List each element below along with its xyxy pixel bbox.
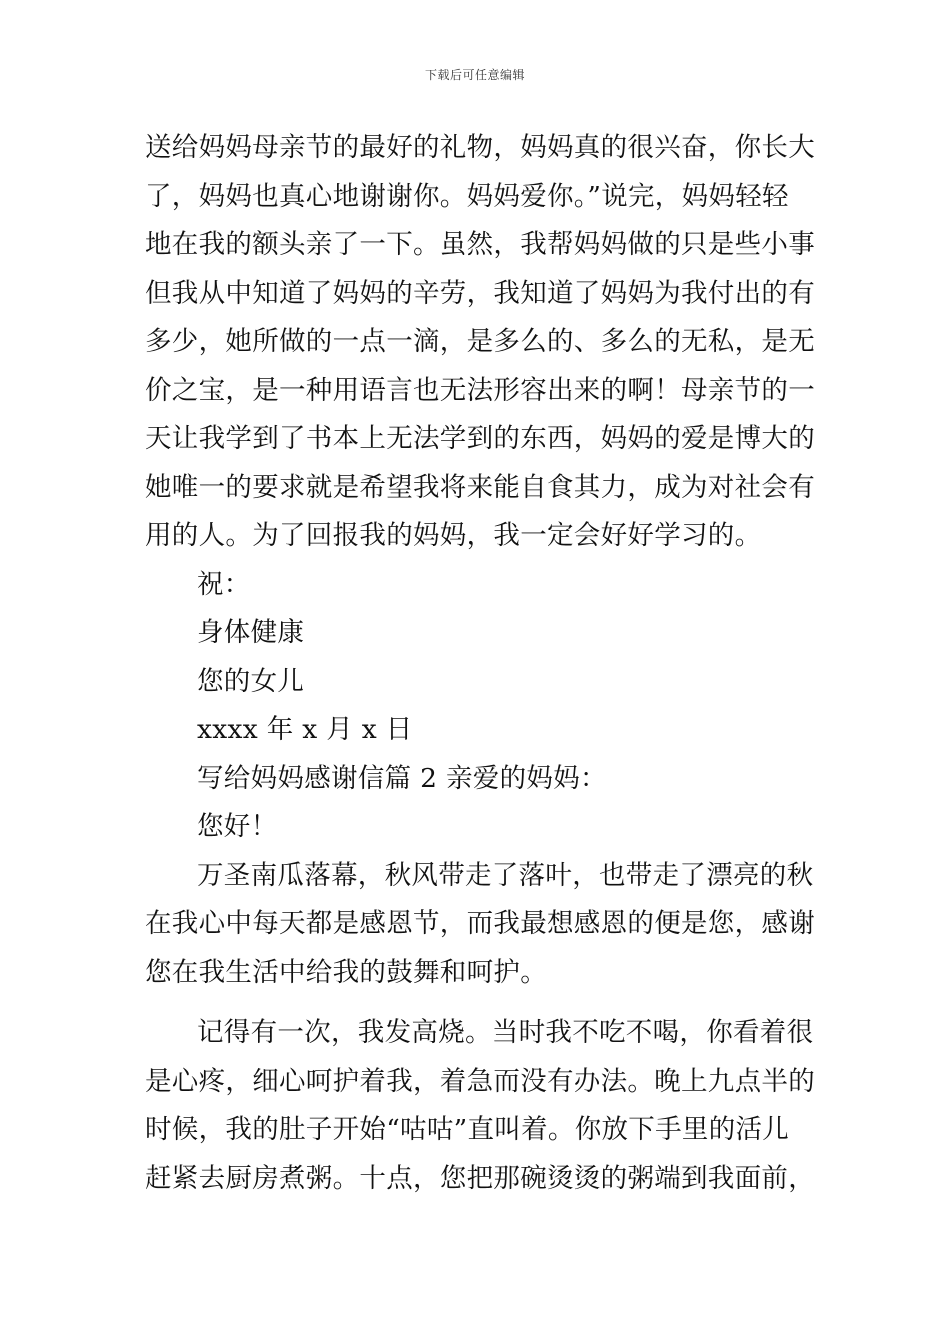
paragraph-line: 天让我学到了书本上无法学到的东西，妈妈的爱是博大的 [145, 423, 815, 454]
paragraph-line: 多少，她所做的一点一滴，是多么的、多么的无私，是无 [145, 326, 815, 357]
paragraph-line: 记得有一次，我发高烧。当时我不吃不喝，你看着很 [197, 1017, 814, 1048]
paragraph-line: 价之宝，是一种用语言也无法形容出来的啊！母亲节的一 [145, 374, 815, 406]
date-line: xxxx 年 x 月 x 日 [197, 714, 413, 745]
paragraph-line: 了，妈妈也真心地谢谢你。妈妈爱你。”说完，妈妈轻轻 [145, 180, 789, 212]
header-note: 下载后可任意编辑 [424, 68, 525, 82]
paragraph-line: 在我心中每天都是感恩节，而我最想感恩的便是您，感谢 [145, 908, 815, 939]
paragraph-gap [145, 997, 815, 1009]
paragraph-line: 时候，我的肚子开始“咕咕”直叫着。你放下手里的活儿 [145, 1114, 790, 1145]
signature-line: 您的女儿 [197, 665, 305, 697]
paragraph-line: 您在我生活中给我的鼓舞和呵护。 [145, 956, 547, 988]
paragraph-line: 但我从中知道了妈妈的辛劳，我知道了妈妈为我付出的有 [145, 277, 815, 309]
letter-title-line: 写给妈妈感谢信篇 2 亲爱的妈妈： [197, 762, 607, 794]
greeting-line: 您好！ [197, 811, 278, 842]
wish-line: 身体健康 [197, 617, 305, 648]
paragraph-line: 她唯一的要求就是希望我将来能自食其力，成为对社会有 [145, 471, 815, 503]
paragraph-line: 地在我的额头亲了一下。虽然，我帮妈妈做的只是些小事 [145, 229, 815, 260]
closing-line: 祝： [197, 568, 251, 600]
paragraph-line: 是心疼，细心呵护着我，着急而没有办法。晚上九点半的 [145, 1065, 815, 1097]
paragraph-line: 赶紧去厨房煮粥。十点，您把那碗烫烫的粥端到我面前， [145, 1162, 815, 1194]
paragraph-line: 万圣南瓜落幕，秋风带走了落叶，也带走了漂亮的秋 [197, 859, 814, 891]
paragraph-line: 送给妈妈母亲节的最好的礼物，妈妈真的很兴奋，你长大 [145, 132, 815, 163]
letter-content [145, 124, 815, 1203]
paragraph-line: 用的人。为了回报我的妈妈，我一定会好好学习的。 [145, 520, 762, 551]
